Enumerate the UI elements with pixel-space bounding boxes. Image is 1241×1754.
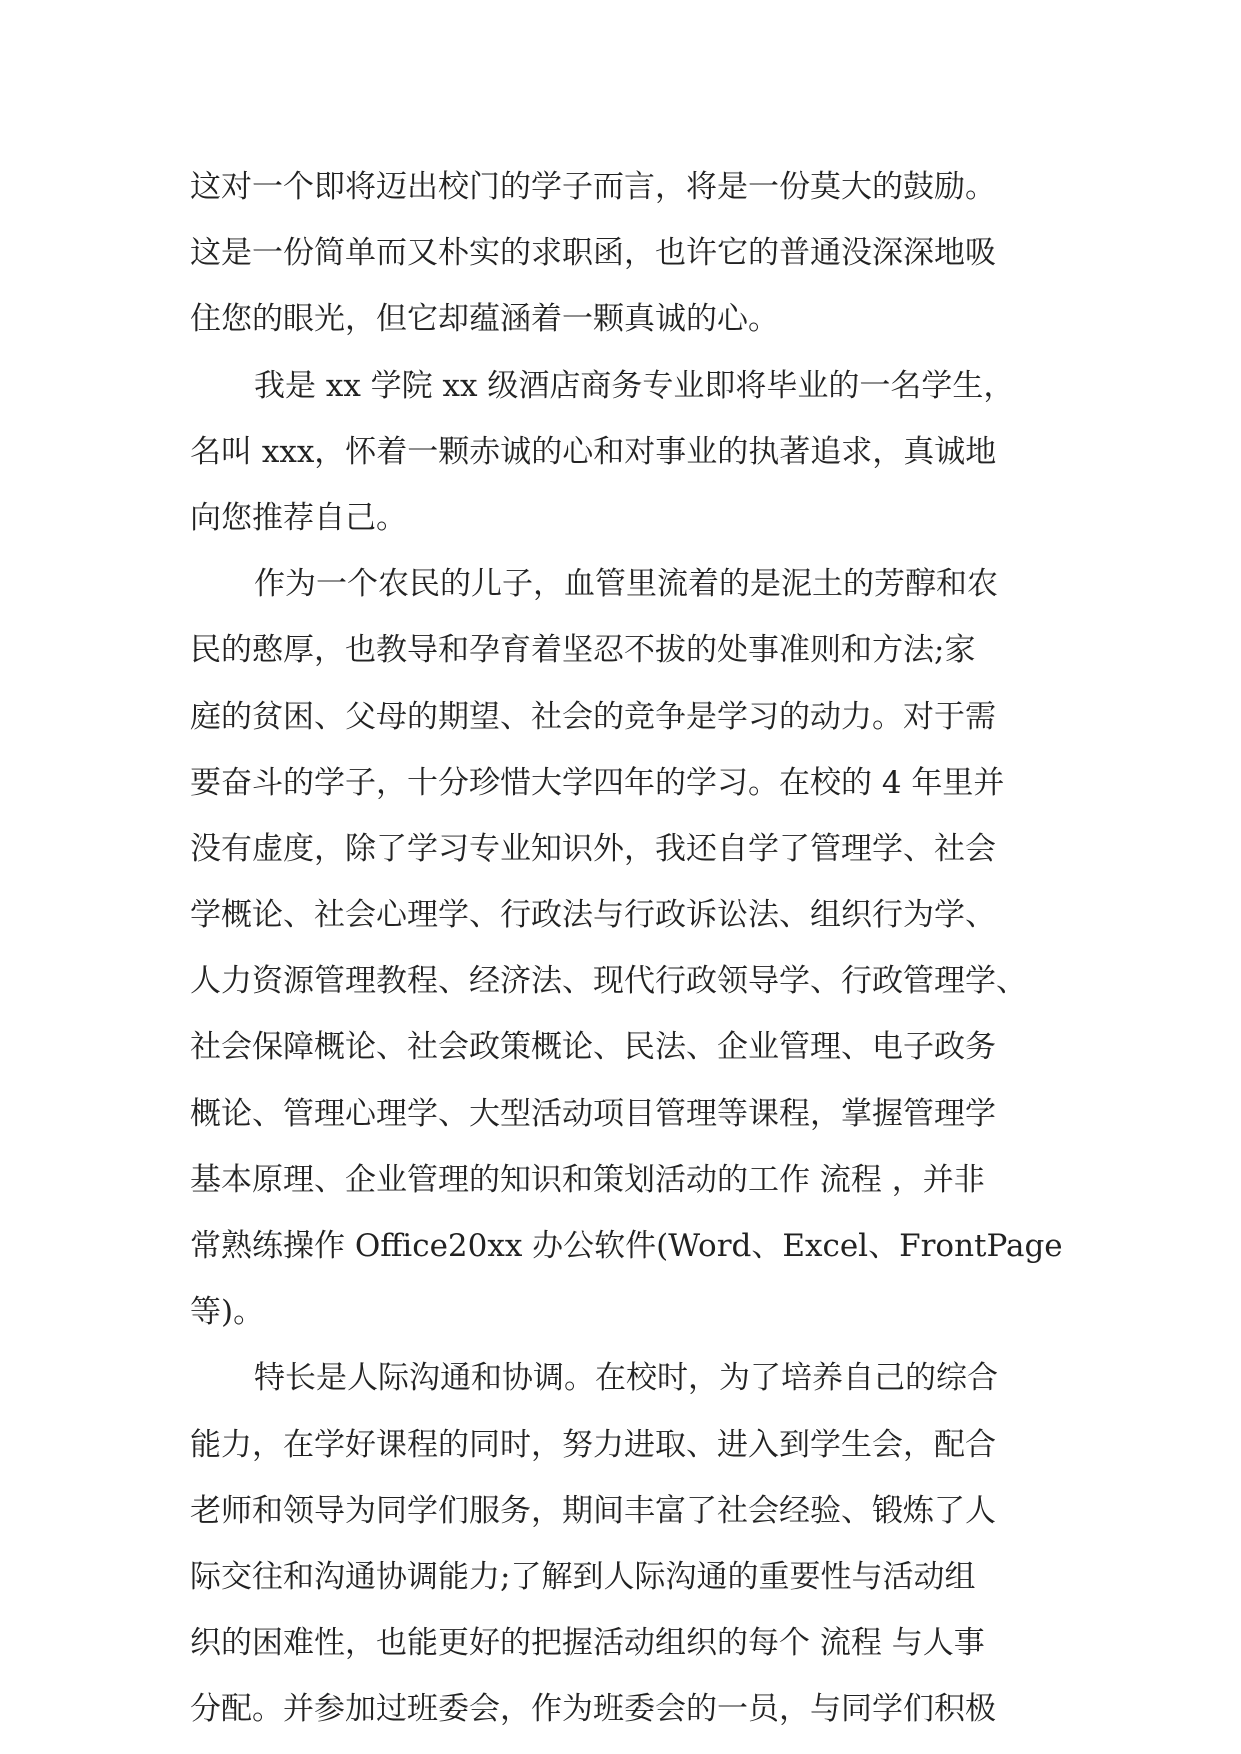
paragraph-line: 没有虚度，除了学习专业知识外，我还自学了管理学、社会	[190, 830, 996, 867]
paragraph-line: 分配。并参加过班委会，作为班委会的一员，与同学们积极	[190, 1691, 996, 1728]
paragraph-line: 基本原理、企业管理的知识和策划活动的工作 流程 ，并非	[190, 1161, 985, 1198]
paragraph-line: 等)。	[190, 1294, 265, 1331]
paragraph-line: 我是 xx 学院 xx 级酒店商务专业即将毕业的一名学生，	[254, 367, 1015, 404]
paragraph-line: 老师和领导为同学们服务，期间丰富了社会经验、锻炼了人	[190, 1492, 996, 1529]
paragraph-line: 能力，在学好课程的同时，努力进取、进入到学生会，配合	[190, 1426, 996, 1463]
paragraph-line: 名叫 xxx，怀着一颗赤诚的心和对事业的执著追求，真诚地	[190, 433, 997, 470]
paragraph-line: 学概论、社会心理学、行政法与行政诉讼法、组织行为学、	[190, 897, 996, 934]
paragraph-line: 民的憨厚，也教导和孕育着坚忍不拔的处事准则和方法;家	[190, 632, 976, 669]
document-body	[190, 154, 1070, 1743]
paragraph-line: 际交往和沟通协调能力;了解到人际沟通的重要性与活动组	[190, 1558, 976, 1595]
paragraph-4	[190, 1345, 1070, 1742]
paragraph-line: 作为一个农民的儿子，血管里流着的是泥土的芳醇和农	[254, 566, 998, 603]
paragraph-line: 住您的眼光，但它却蕴涵着一颗真诚的心。	[190, 301, 779, 338]
paragraph-line: 织的困难性，也能更好的把握活动组织的每个 流程 与人事	[190, 1625, 985, 1662]
paragraph-3	[190, 551, 1070, 1345]
paragraph-line: 向您推荐自己。	[190, 499, 407, 536]
paragraph-line: 这是一份简单而又朴实的求职函，也许它的普通没深深地吸	[190, 235, 996, 272]
paragraph-line: 常熟练操作 Office20xx 办公软件(Word、Excel、FrontPage	[190, 1228, 1063, 1264]
paragraph-line: 庭的贫困、父母的期望、社会的竞争是学习的动力。对于需	[190, 698, 996, 735]
paragraph-line: 特长是人际沟通和协调。在校时，为了培养自己的综合	[254, 1360, 998, 1397]
paragraph-2	[190, 353, 1070, 552]
paragraph-line: 人力资源管理教程、经济法、现代行政领导学、行政管理学、	[190, 963, 1027, 1000]
paragraph-line: 这对一个即将迈出校门的学子而言，将是一份莫大的鼓励。	[190, 169, 996, 205]
paragraph-line: 社会保障概论、社会政策概论、民法、企业管理、电子政务	[190, 1029, 996, 1066]
paragraph-line: 要奋斗的学子，十分珍惜大学四年的学习。在校的 4 年里并	[190, 764, 1005, 801]
paragraph-1	[190, 154, 1070, 353]
paragraph-line: 概论、管理心理学、大型活动项目管理等课程，掌握管理学	[190, 1095, 996, 1132]
